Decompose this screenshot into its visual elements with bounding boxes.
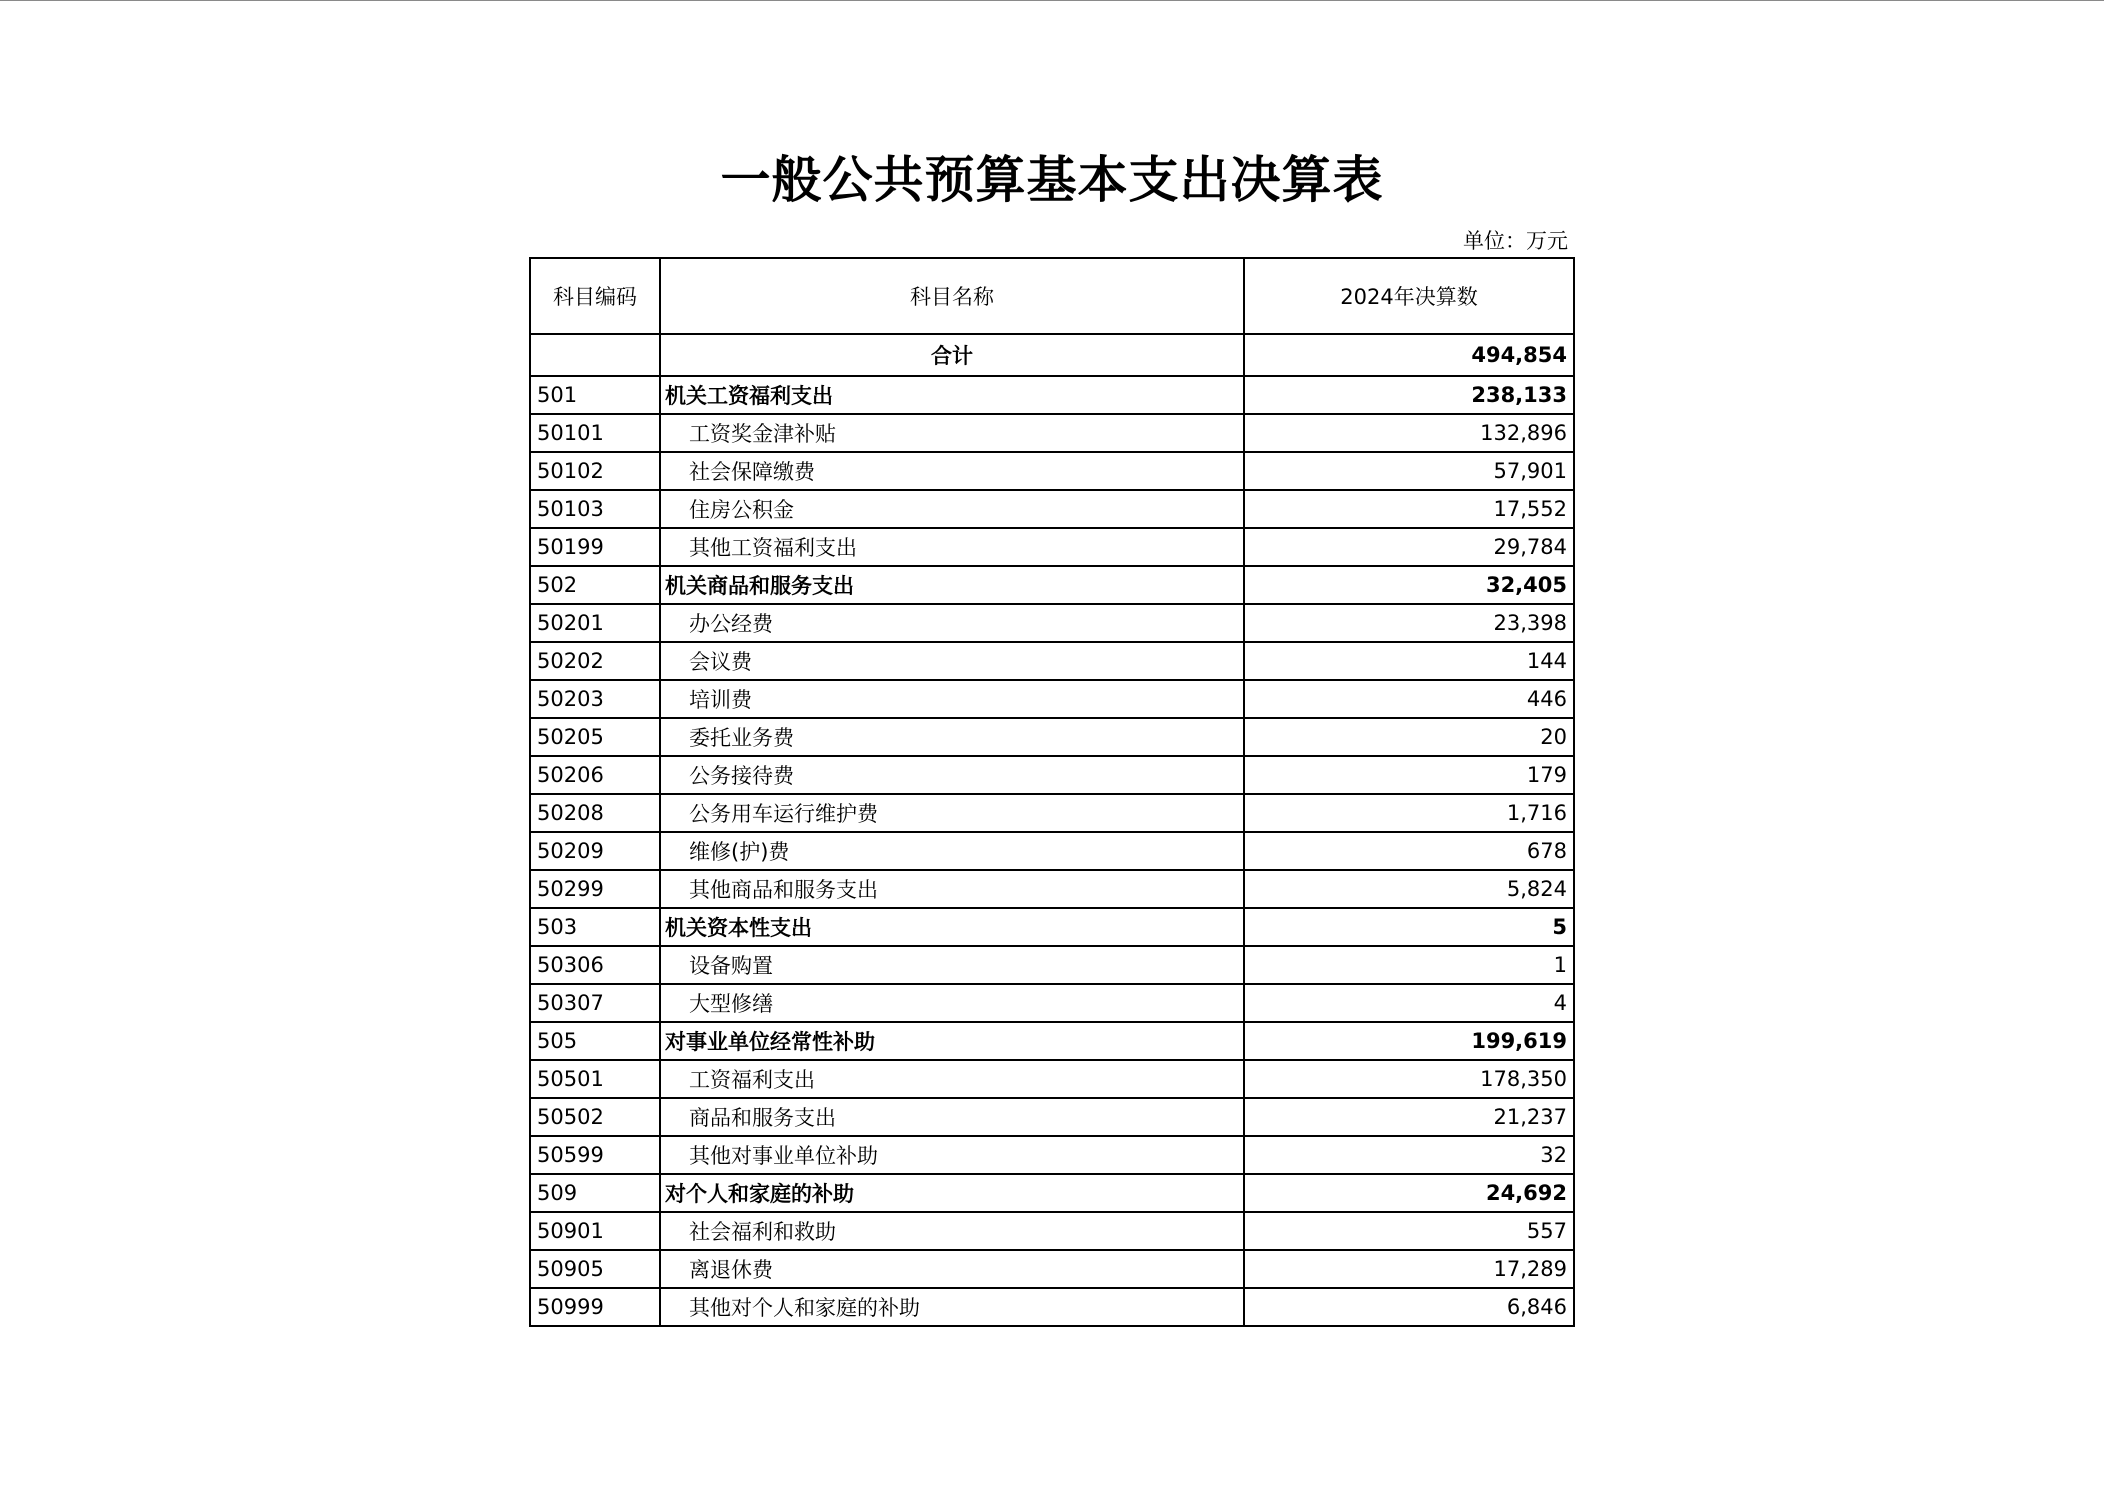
row-amount: 446 xyxy=(1244,680,1574,718)
row-amount: 178,350 xyxy=(1244,1060,1574,1098)
subcategory-row xyxy=(530,794,1574,832)
row-name: 培训费 xyxy=(660,680,1244,718)
row-name: 对个人和家庭的补助 xyxy=(660,1174,1244,1212)
row-code: 50203 xyxy=(530,680,660,718)
subcategory-row xyxy=(530,718,1574,756)
row-code: 50306 xyxy=(530,946,660,984)
subcategory-row xyxy=(530,414,1574,452)
total-code xyxy=(530,334,660,376)
unit-label: 单位：万元 xyxy=(1463,229,1568,253)
subcategory-row xyxy=(530,680,1574,718)
subcategory-row xyxy=(530,1288,1574,1326)
row-code: 502 xyxy=(530,566,660,604)
total-row xyxy=(530,334,1574,376)
row-amount: 57,901 xyxy=(1244,452,1574,490)
row-name: 工资奖金津补贴 xyxy=(660,414,1244,452)
row-name: 办公经费 xyxy=(660,604,1244,642)
category-row xyxy=(530,376,1574,414)
subcategory-row xyxy=(530,756,1574,794)
row-amount: 6,846 xyxy=(1244,1288,1574,1326)
row-name: 对事业单位经常性补助 xyxy=(660,1022,1244,1060)
row-amount: 1,716 xyxy=(1244,794,1574,832)
total-amount: 494,854 xyxy=(1244,334,1574,376)
row-amount: 29,784 xyxy=(1244,528,1574,566)
row-name: 工资福利支出 xyxy=(660,1060,1244,1098)
row-code: 509 xyxy=(530,1174,660,1212)
row-code: 50101 xyxy=(530,414,660,452)
subcategory-row xyxy=(530,1136,1574,1174)
row-code: 50201 xyxy=(530,604,660,642)
subcategory-row xyxy=(530,1212,1574,1250)
row-amount: 199,619 xyxy=(1244,1022,1574,1060)
row-amount: 238,133 xyxy=(1244,376,1574,414)
row-amount: 32 xyxy=(1244,1136,1574,1174)
row-name: 其他对事业单位补助 xyxy=(660,1136,1244,1174)
row-name: 维修(护)费 xyxy=(660,832,1244,870)
subcategory-row xyxy=(530,1060,1574,1098)
row-name: 机关商品和服务支出 xyxy=(660,566,1244,604)
row-code: 50205 xyxy=(530,718,660,756)
row-amount: 1 xyxy=(1244,946,1574,984)
header-amount: 2024年决算数 xyxy=(1244,258,1574,334)
row-code: 501 xyxy=(530,376,660,414)
row-code: 50102 xyxy=(530,452,660,490)
row-name: 社会保障缴费 xyxy=(660,452,1244,490)
row-code: 50209 xyxy=(530,832,660,870)
row-amount: 557 xyxy=(1244,1212,1574,1250)
subcategory-row xyxy=(530,1098,1574,1136)
subcategory-row xyxy=(530,984,1574,1022)
subcategory-row xyxy=(530,604,1574,642)
page-title: 一般公共预算基本支出决算表 xyxy=(720,150,1384,209)
row-code: 503 xyxy=(530,908,660,946)
row-name: 机关工资福利支出 xyxy=(660,376,1244,414)
subcategory-row xyxy=(530,642,1574,680)
row-code: 50206 xyxy=(530,756,660,794)
row-name: 离退休费 xyxy=(660,1250,1244,1288)
subcategory-row xyxy=(530,490,1574,528)
row-name: 设备购置 xyxy=(660,946,1244,984)
category-row xyxy=(530,1022,1574,1060)
row-code: 50307 xyxy=(530,984,660,1022)
row-amount: 179 xyxy=(1244,756,1574,794)
row-code: 50202 xyxy=(530,642,660,680)
row-code: 50599 xyxy=(530,1136,660,1174)
category-row xyxy=(530,908,1574,946)
subcategory-row xyxy=(530,452,1574,490)
table-header-row xyxy=(530,258,1574,334)
row-code: 50103 xyxy=(530,490,660,528)
subcategory-row xyxy=(530,870,1574,908)
row-amount: 21,237 xyxy=(1244,1098,1574,1136)
row-amount: 23,398 xyxy=(1244,604,1574,642)
subcategory-row xyxy=(530,832,1574,870)
row-amount: 678 xyxy=(1244,832,1574,870)
row-code: 50299 xyxy=(530,870,660,908)
subcategory-row xyxy=(530,1250,1574,1288)
row-code: 50199 xyxy=(530,528,660,566)
subcategory-row xyxy=(530,946,1574,984)
row-name: 委托业务费 xyxy=(660,718,1244,756)
row-code: 50905 xyxy=(530,1250,660,1288)
row-name: 公务接待费 xyxy=(660,756,1244,794)
row-name: 大型修缮 xyxy=(660,984,1244,1022)
row-name: 其他工资福利支出 xyxy=(660,528,1244,566)
category-row xyxy=(530,566,1574,604)
row-amount: 4 xyxy=(1244,984,1574,1022)
row-code: 50999 xyxy=(530,1288,660,1326)
row-name: 住房公积金 xyxy=(660,490,1244,528)
row-amount: 144 xyxy=(1244,642,1574,680)
total-label: 合计 xyxy=(660,334,1244,376)
subcategory-row xyxy=(530,528,1574,566)
row-name: 会议费 xyxy=(660,642,1244,680)
row-amount: 17,552 xyxy=(1244,490,1574,528)
row-name: 其他对个人和家庭的补助 xyxy=(660,1288,1244,1326)
row-code: 50502 xyxy=(530,1098,660,1136)
row-amount: 32,405 xyxy=(1244,566,1574,604)
row-name: 公务用车运行维护费 xyxy=(660,794,1244,832)
row-code: 50901 xyxy=(530,1212,660,1250)
budget-table xyxy=(529,257,1575,1327)
row-amount: 5,824 xyxy=(1244,870,1574,908)
row-amount: 132,896 xyxy=(1244,414,1574,452)
row-name: 机关资本性支出 xyxy=(660,908,1244,946)
row-name: 社会福利和救助 xyxy=(660,1212,1244,1250)
row-code: 50501 xyxy=(530,1060,660,1098)
header-name: 科目名称 xyxy=(660,258,1244,334)
row-amount: 5 xyxy=(1244,908,1574,946)
row-name: 其他商品和服务支出 xyxy=(660,870,1244,908)
row-name: 商品和服务支出 xyxy=(660,1098,1244,1136)
header-code: 科目编码 xyxy=(530,258,660,334)
row-code: 505 xyxy=(530,1022,660,1060)
row-code: 50208 xyxy=(530,794,660,832)
row-amount: 24,692 xyxy=(1244,1174,1574,1212)
category-row xyxy=(530,1174,1574,1212)
row-amount: 17,289 xyxy=(1244,1250,1574,1288)
row-amount: 20 xyxy=(1244,718,1574,756)
top-border xyxy=(0,0,2104,1)
